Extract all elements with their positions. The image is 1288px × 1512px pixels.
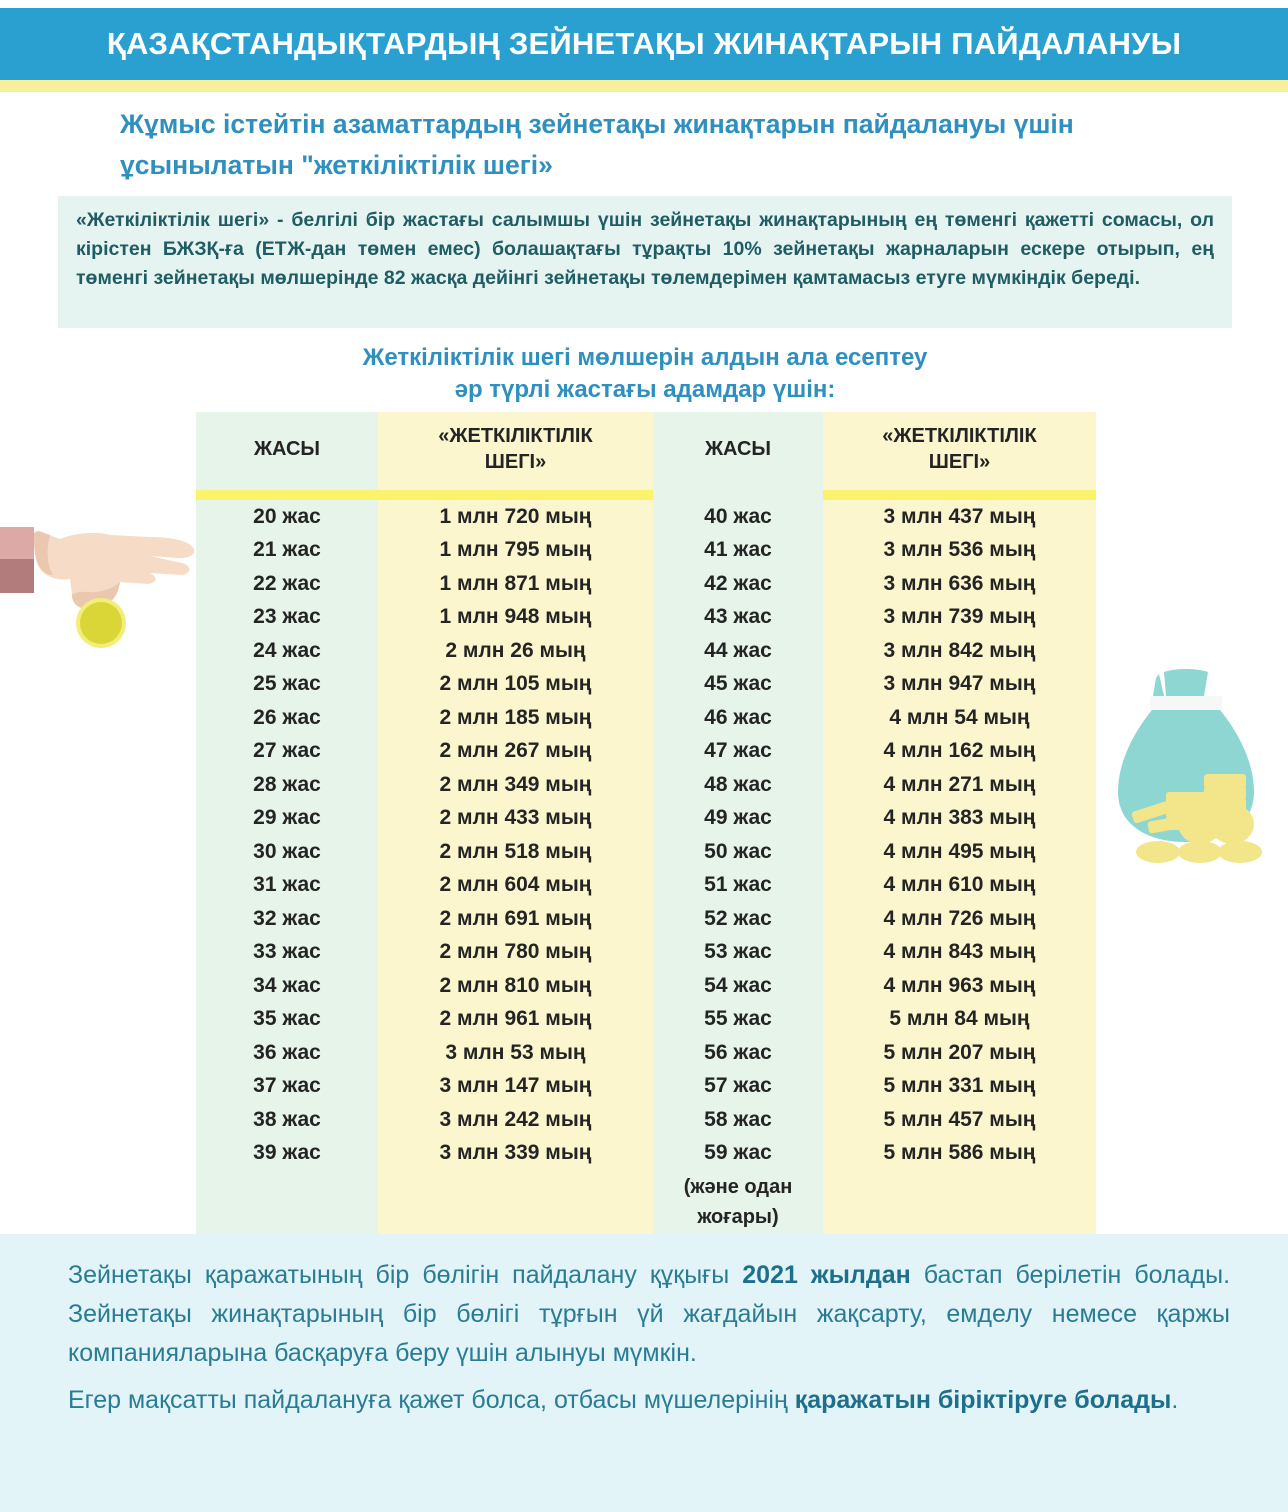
age-note-line1: (және одан [683, 1176, 793, 1198]
table-row [196, 668, 1096, 702]
table-body [196, 500, 1096, 1236]
cell-value-left: 2 млн 691 мың [378, 902, 653, 936]
cell-value-left: 2 млн 185 мың [378, 701, 653, 735]
cell-age-right-note [653, 1170, 823, 1236]
col-header-value-2-line1: «ЖЕТКІЛІКТІЛІК [882, 425, 1037, 447]
cell-value-left: 2 млн 780 мың [378, 936, 653, 970]
table-header-separator [196, 490, 1096, 500]
cell-value-left: 1 млн 871 мың [378, 567, 653, 601]
cell-value-right: 5 млн 586 мың [823, 1137, 1096, 1171]
cell-age-left: 25 жас [196, 668, 378, 702]
cell-age-left: 27 жас [196, 735, 378, 769]
cell-age-right: 50 жас [653, 835, 823, 869]
cell-value-left: 2 млн 349 мың [378, 768, 653, 802]
subtitle: Жұмыс істейтін азаматтардың зейнетақы жинақтарын пайдалануы үшін ұсынылатын "жеткіліктілік шегі» [120, 109, 1074, 180]
cell-age-left: 29 жас [196, 802, 378, 836]
cell-value-left: 3 млн 242 мың [378, 1103, 653, 1137]
footer-paragraph-1 [68, 1256, 1230, 1373]
table-row [196, 802, 1096, 836]
cell-value-right: 3 млн 636 мың [823, 567, 1096, 601]
separator-cell-4 [823, 490, 1096, 500]
cell-age-left: 36 жас [196, 1036, 378, 1070]
cell-age-right: 54 жас [653, 969, 823, 1003]
table-row [196, 969, 1096, 1003]
cell-value-right: 4 млн 495 мың [823, 835, 1096, 869]
table-caption [194, 342, 1096, 406]
cell-value-right: 4 млн 843 мың [823, 936, 1096, 970]
cell-value-right: 3 млн 947 мың [823, 668, 1096, 702]
cell-value-left: 2 млн 961 мың [378, 1003, 653, 1037]
separator-cell-2 [378, 490, 653, 500]
cell-value-right: 4 млн 271 мың [823, 768, 1096, 802]
table-row [196, 936, 1096, 970]
cell-value-left: 1 млн 795 мың [378, 534, 653, 568]
table-row [196, 701, 1096, 735]
cell-age-right: 40 жас [653, 500, 823, 534]
table-caption-line1: Жеткіліктілік шегі мөлшерін алдын ала есептеу [362, 344, 928, 371]
description-box [58, 196, 1232, 328]
cell-value-right: 4 млн 610 мың [823, 869, 1096, 903]
cell-value-left: 1 млн 720 мың [378, 500, 653, 534]
sufficiency-threshold-table [196, 412, 1096, 1236]
table-row [196, 902, 1096, 936]
cell-age-left: 26 жас [196, 701, 378, 735]
cell-age-left: 32 жас [196, 902, 378, 936]
table-row [196, 1036, 1096, 1070]
cell-age-right: 49 жас [653, 802, 823, 836]
cell-value-left: 2 млн 518 мың [378, 835, 653, 869]
col-header-age-1: ЖАСЫ [196, 412, 378, 490]
page-title: ҚАЗАҚСТАНДЫҚТАРДЫҢ ЗЕЙНЕТАҚЫ ЖИНАҚТАРЫН ПАЙДАЛАНУЫ [106, 26, 1182, 61]
cell-value-left: 3 млн 339 мың [378, 1137, 653, 1171]
cell-value-right: 4 млн 963 мың [823, 969, 1096, 1003]
table-caption-line2: әр түрлі жастағы адамдар үшін: [454, 376, 836, 403]
cell-age-left: 34 жас [196, 969, 378, 1003]
cell-value-right: 3 млн 739 мың [823, 601, 1096, 635]
cell-age-left: 24 жас [196, 634, 378, 668]
cell-age-right: 57 жас [653, 1070, 823, 1104]
cell-age-left: 30 жас [196, 835, 378, 869]
cell-age-left: 37 жас [196, 1070, 378, 1104]
cell-age-left: 38 жас [196, 1103, 378, 1137]
cell-value-left: 3 млн 53 мың [378, 1036, 653, 1070]
cell-age-left: 23 жас [196, 601, 378, 635]
cell-age-right: 52 жас [653, 902, 823, 936]
footer-p1-part-a: Зейнетақы қаражатының бір бөлігін пайдалану құқығы [68, 1261, 743, 1289]
footer-p2-part-c: . [1171, 1386, 1179, 1414]
cell-value-left: 2 млн 433 мың [378, 802, 653, 836]
cell-age-left: 28 жас [196, 768, 378, 802]
cell-age-left: 33 жас [196, 936, 378, 970]
cell-age-right: 44 жас [653, 634, 823, 668]
cell-value-left-filler [378, 1170, 653, 1236]
cell-value-right: 4 млн 162 мың [823, 735, 1096, 769]
cell-age-right: 41 жас [653, 534, 823, 568]
table-head [196, 412, 1096, 500]
cell-age-left: 31 жас [196, 869, 378, 903]
cell-value-right: 3 млн 536 мың [823, 534, 1096, 568]
cell-age-right: 58 жас [653, 1103, 823, 1137]
cell-value-left: 2 млн 604 мың [378, 869, 653, 903]
table-row [196, 768, 1096, 802]
cell-value-right: 5 млн 457 мың [823, 1103, 1096, 1137]
table-header-row [196, 412, 1096, 490]
header-accent-strip [0, 80, 1288, 92]
cell-age-left: 21 жас [196, 534, 378, 568]
cell-age-right: 43 жас [653, 601, 823, 635]
cell-value-left: 2 млн 810 мың [378, 969, 653, 1003]
cell-value-left: 2 млн 105 мың [378, 668, 653, 702]
cell-value-left: 1 млн 948 мың [378, 601, 653, 635]
cell-value-left: 3 млн 147 мың [378, 1070, 653, 1104]
table-row [196, 1070, 1096, 1104]
cell-value-right: 4 млн 54 мың [823, 701, 1096, 735]
table-row [196, 1103, 1096, 1137]
cell-value-right: 5 млн 207 мың [823, 1036, 1096, 1070]
cell-value-right: 3 млн 437 мың [823, 500, 1096, 534]
table-row [196, 1137, 1096, 1171]
footer-p2-bold: қаражатын біріктіруге болады [794, 1386, 1172, 1414]
col-header-value-1-line2: ШЕГІ» [484, 451, 547, 473]
age-note-line2: жоғары) [697, 1206, 779, 1228]
cell-value-right-filler [823, 1170, 1096, 1236]
separator-cell-1 [196, 490, 378, 500]
table-row [196, 634, 1096, 668]
footer-p2-part-a: Егер мақсатты пайдалануға қажет болса, отбасы мүшелерінің [68, 1386, 795, 1414]
footer-p1-bold: 2021 жылдан [742, 1261, 911, 1289]
col-header-value-1 [378, 412, 653, 490]
footer-paragraph-2 [68, 1381, 1230, 1420]
cell-value-right: 5 млн 84 мың [823, 1003, 1096, 1037]
cell-age-right: 59 жас [653, 1137, 823, 1171]
table-row [196, 1003, 1096, 1037]
cell-age-right: 47 жас [653, 735, 823, 769]
cell-age-right: 48 жас [653, 768, 823, 802]
table-row [196, 735, 1096, 769]
cell-age-right: 45 жас [653, 668, 823, 702]
table-row [196, 835, 1096, 869]
table-row [196, 500, 1096, 534]
header-bar [0, 8, 1288, 80]
cell-age-left: 39 жас [196, 1137, 378, 1171]
description-text: «Жеткіліктілік шегі» - белгілі бір жастағы салымшы үшін зейнетақы жинақтарының ең төменгі қажетті сомасы, ол кірістен БЖЗҚ-ға (ЕТЖ-дан төмен емес) болашақтағы тұрақты 10% зейнетақы жарналарын ескере отырып, ең төменгі зейнетақы мөлшерінде 82 жасқа дейінгі зейнетақы төлемдерімен қамтамасыз етуге мүмкіндік береді. [76, 209, 1214, 289]
cell-age-right: 42 жас [653, 567, 823, 601]
cell-age-right: 55 жас [653, 1003, 823, 1037]
cell-value-left: 2 млн 26 мың [378, 634, 653, 668]
table-row [196, 869, 1096, 903]
col-header-value-1-line1: «ЖЕТКІЛІКТІЛІК [438, 425, 593, 447]
hand-holding-coin-icon [0, 505, 200, 680]
cell-value-right: 5 млн 331 мың [823, 1070, 1096, 1104]
cell-value-right: 3 млн 842 мың [823, 634, 1096, 668]
sufficiency-threshold-table-wrapper [196, 412, 1096, 1228]
table-row [196, 534, 1096, 568]
cell-age-left: 35 жас [196, 1003, 378, 1037]
footer-note [0, 1234, 1288, 1512]
cell-age-right: 56 жас [653, 1036, 823, 1070]
cell-age-left-filler [196, 1170, 378, 1236]
cell-age-left: 22 жас [196, 567, 378, 601]
table-row-note [196, 1170, 1096, 1236]
col-header-value-2 [823, 412, 1096, 490]
money-bag-icon [1104, 666, 1274, 876]
separator-cell-3 [653, 490, 823, 500]
cell-value-right: 4 млн 726 мың [823, 902, 1096, 936]
table-row [196, 601, 1096, 635]
cell-age-right: 46 жас [653, 701, 823, 735]
cell-age-right: 53 жас [653, 936, 823, 970]
footer-p1-part-c: бастап берілетін болады. Зейнетақы жинақтарының бір бөлігі тұрғын үй жағдайын жақсарту, емделу немесе қаржы компанияларына басқаруға беру үшін алынуы мүмкін. [68, 1261, 1231, 1367]
table-row [196, 567, 1096, 601]
col-header-age-2: ЖАСЫ [653, 412, 823, 490]
cell-age-left: 20 жас [196, 500, 378, 534]
cell-value-right: 4 млн 383 мың [823, 802, 1096, 836]
cell-age-right: 51 жас [653, 869, 823, 903]
col-header-value-2-line2: ШЕГІ» [928, 451, 991, 473]
cell-value-left: 2 млн 267 мың [378, 735, 653, 769]
